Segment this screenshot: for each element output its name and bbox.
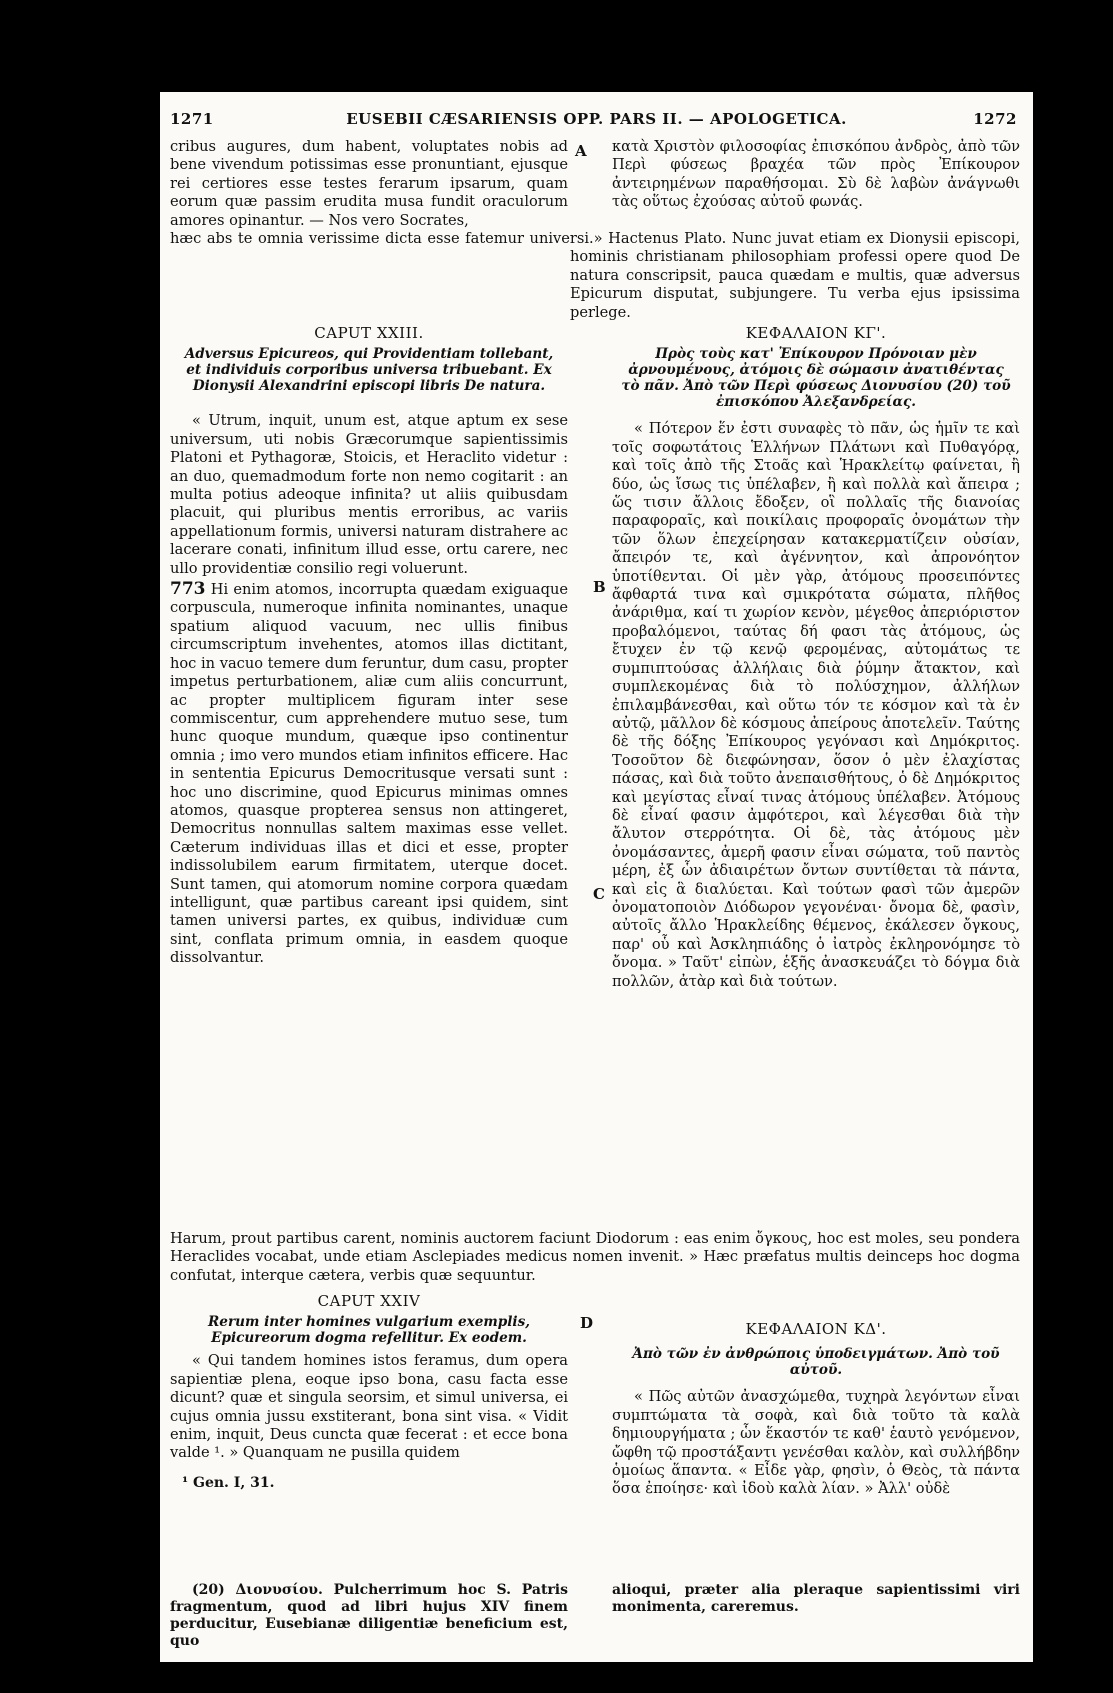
greek-column-kephalaion-23 (612, 324, 1020, 991)
chapter-title-latin-24: CAPUT XXIV (317, 1292, 421, 1310)
running-header (160, 110, 1033, 132)
greek-paragraph-24: « Πῶς αὐτῶν ἀνασχώμεθα, τυχηρὰ λεγόντων εἶναι συμπτώματα τὰ σοφὰ, καὶ διὰ τοῦτο τὰ καλὰ δημιουργήματα ; ὧν ἕκαστόν τε καθ' ἑαυτὸ γενόμενον, ὤφθη τῷ προστάξαντι γενέσθαι καλὸν, καὶ συλλήβδην ὁμοίως ἅπαντα. « Εἶδε γὰρ, φησὶν, ὁ Θεὸς, τὰ πάντα ὅσα ἐποίησε· καὶ ἰδοὺ καλὰ λίαν. » Ἀλλ' οὐδὲ (612, 1388, 1020, 1498)
endnote-left-text: (20) Διονυσίου. Pulcherrimum hoc S. Patris fragmentum, quod ad libri hujus XIV finem perducitur, Eusebianæ diligentiæ beneficium est, quo (170, 1582, 568, 1649)
full-width-paragraph: hæc abs te omnia verissime dicta esse fatemur universi.» Hactenus Plato. Nunc juvat etiam ex Dionysii episcopi, hominis christianam philosophiam professi opere quod De natura conscripsit, pauca quædam e multis, quæ adversus Epicurum disputat, subjungere. Tu verba ejus ipsissima perlege. (170, 230, 1020, 321)
page-number-left: 1271 (170, 110, 214, 128)
full-width-passage (170, 230, 1020, 322)
greek-paragraph-23: « Πότερον ἕν ἐστι συναφὲς τὸ πᾶν, ὡς ἡμῖν τε καὶ τοῖς σοφωτάτοις Ἑλλήνων Πλάτωνι καὶ Πυθαγόρᾳ, καὶ τοῖς ἀπὸ τῆς Στοᾶς καὶ Ἡρακλείτῳ φαίνεται, ἢ δύο, ὡς ἴσως τις ὑπέλαβεν, ἢ καὶ πολλὰ καὶ ἄπειρα ; ὥς τισιν ἄλλοις ἔδοξεν, οἳ πολλαῖς τῆς διανοίας παραφοραῖς, καὶ ποικίλαις προφοραῖς ὀνομάτων τὴν τῶν ὅλων ἐπεχείρησαν κατακερματίζειν οὐσίαν, ἄπειρόν τε, καὶ ἀγέννητον, καὶ ἀπρονόητον ὑποτίθενται. Οἱ μὲν γὰρ, ἀτόμους προσειπόντες ἄφθαρτά τινα καὶ σμικρότατα σώματα, πλῆθος ἀνάριθμα, καί τι χωρίον κενὸν, μέγεθος ἀπεριόριστον προβαλόμενοι, ταύτας δή φασι τὰς ἀτόμους, ὡς ἔτυχεν ἐν τῷ κενῷ φερομένας, αὐτομάτως τε συμπιπτούσας ἀλλήλαις διὰ ῥύμην ἄτακτον, καὶ συμπλεκομένας διὰ τὸ πολύσχημον, ἀλλήλων ἐπιλαμβάνεσθαι, καὶ οὕτω τόν τε κόσμον καὶ τὰ ἐν αὐτῷ, μᾶλλον δὲ κόσμους ἀπείρους ἀποτελεῖν. Ταύτης δὲ τῆς δόξης Ἐπίκουρος γεγόνασι καὶ Δημόκριτος. Τοσοῦτον δὲ διεφώνησαν, ὅσον ὁ μὲν ἐλαχίστας πάσας, καὶ διὰ τοῦτο ἀνεπαισθήτους, ὁ δὲ Δημόκριτος καὶ μεγίστας εἶναί τινας ἀτόμους ὑπέλαβεν. Ἀτόμους δὲ εἶναί φασιν ἀμφότεροι, καὶ λέγεσθαι διὰ τὴν ἄλυτον στερρότητα. Οἱ δὲ, τὰς ἀτόμους μὲν ὀνομάσαντες, ἀμερῆ φασιν εἶναι σώματα, τοῦ παντὸς μέρη, ἐξ ὧν ἀδιαιρέτων ὄντων συντίθεται τὰ πάντα, καὶ εἰς ἃ διαλύεται. Καὶ τούτων φασὶ τῶν ἀμερῶν ὀνοματοποιὸν Διόδωρον γεγονέναι· ὄνομα δὲ, φασὶν, αὐτοῖς ἄλλο Ἡρακλείδης θέμενος, ἐκάλεσεν ὄγκους, παρ' οὗ καὶ Ἀσκληπιάδης ὁ ἰατρὸς ἐκληρονόμησε τὸ ὄνομα. » Ταῦτ' εἰπὼν, ἑξῆς ἀνασκευάζει τὸ δόγμα διὰ πολλῶν, ἀτὰρ καὶ διὰ τούτων. (612, 420, 1020, 990)
chapter-subtitle-greek-24: Ἀπὸ τῶν ἐν ἀνθρώποις ὑποδειγμάτων. Ἀπὸ τοῦ αὐτοῦ. (632, 1346, 1000, 1379)
margin-letter-a: A (575, 142, 587, 160)
full-width-passage-middle (170, 1230, 1020, 1285)
chapter-subtitle-latin-24: Rerum inter homines vulgarium exemplis, Epicureorum dogma refellitur. Ex eodem. (208, 1314, 530, 1347)
endnote-right (612, 1582, 1020, 1616)
greek-column-top (612, 138, 1020, 212)
full-width-paragraph-middle: Harum, prout partibus carent, nominis auctorem faciunt Diodorum : eas enim ὄγκους, hoc est moles, seu pondera Heraclides vocabat, unde etiam Asclepiades medicus nomen invenit. » Hæc præfatus multis deinceps hoc dogma confutat, interque cætera, verbis quæ sequuntur. (170, 1230, 1020, 1284)
chapter-title-greek-23: ΚΕΦΑΛΑΙΟΝ ΚΓ'. (745, 324, 887, 342)
latin-column-caput-23 (170, 324, 568, 968)
margin-letter-c: C (593, 885, 605, 903)
page (160, 92, 1033, 1662)
margin-letter-d: D (580, 1314, 594, 1332)
greek-paragraph: κατὰ Χριστὸν φιλοσοφίας ἐπισκόπου ἀνδρὸς, ἀπὸ τῶν Περὶ φύσεως βραχέα τῶν πρὸς Ἐπίκουρον ἀντειρημένων παραθήσομαι. Σὺ δὲ λαβὼν ἀνάγνωθι τὰς οὕτως ἐχούσας αὐτοῦ φωνάς. (612, 138, 1020, 211)
chapter-subtitle-greek-23: Πρὸς τοὺς κατ' Ἐπίκουρον Πρόνοιαν μὲν ἀρνουμένους, ἀτόμοις δὲ σώμασιν ἀνατιθέντας τὸ πᾶν. Ἀπὸ τῶν Περὶ φύσεως Διονυσίου (20) τοῦ ἐπισκόπου Ἀλεξανδρείας. (621, 346, 1011, 411)
page-number-right: 1272 (973, 110, 1017, 128)
latin-column-top (170, 138, 568, 230)
latin-paragraph-23b (170, 580, 568, 968)
margin-letter-b: B (593, 578, 606, 596)
section-marker: 773 (170, 579, 206, 600)
latin-paragraph: cribus augures, dum habent, voluptates nobis ad bene vivendum potissimas esse pronuntiant, ejusque rei certiores esse testes ferarum ipsarum, quam eorum quæ passim erudita musa fundit oraculorum amores opinantur. — Nos vero Socrates, (170, 138, 568, 229)
chapter-subtitle-latin-23: Adversus Epicureos, qui Providentiam tollebant, et individuis corporibus universa tribuebant. Ex Dionysii Alexandrini episcopi libris De natura. (184, 346, 554, 395)
latin-column-caput-24 (170, 1292, 568, 1492)
latin-text-23b: Hi enim atomos, incorrupta quædam exiguaque corpuscula, numeroque infinita nominantes, unaque spatium aliquod vacuum, nec ullis finibus circumscriptum invehentes, atomos illas dictitant, hoc in vacuo temere dum feruntur, dum casu, propter impetus perturbationem, aliæ cum aliis concurrunt, ac propter multiplicem figuram inter sese commiscentur, cum apprehendere mutuo sese, tum hunc quoque mundum, quæque ipso continentur omnia ; imo vero mundos etiam infinitos efficere. Hac in sententia Epicurus Democritusque versati sunt : hoc uno discrimine, quod Epicurus minimas omnes atomos, quasque propterea sensus non attingeret, Democritus nonnullas saltem maximas esse vellet. Cæterum individuas illas et dici et esse, propter indissolubilem earum firmitatem, uterque docet. Sunt tamen, qui atomorum nomine corpora quædam intelligunt, quæ partibus careant ipsi quidem, sint tamen universi partes, ex quibus, individuæ cum sint, conflata primum omnia, in easdem quoque dissolvantur. (170, 581, 568, 967)
running-title: EUSEBII CÆSARIENSIS OPP. PARS II. — APOLOGETICA. (346, 110, 847, 128)
endnote-right-text: alioqui, præter alia pleraque sapientissimi viri monimenta, careremus. (612, 1582, 1020, 1615)
latin-paragraph-23a: « Utrum, inquit, unum est, atque aptum ex sese universum, uti nobis Græcorumque sapientissimis Platoni et Pythagoræ, Stoicis, et Heraclito videtur : an duo, quemadmodum forte non nemo cogitarit : an multa potius adeoque infinita? ut aliis quibusdam placuit, qui pluribus mentis erroribus, ac variis appellationum formis, universi naturam distrahere ac lacerare conati, infinitum illud esse, ortu carere, nec ullo providentiæ consilio regi voluerunt. (170, 412, 568, 577)
chapter-title-greek-24: ΚΕΦΑΛΑΙΟΝ ΚΔ'. (745, 1320, 887, 1338)
greek-column-kephalaion-24 (612, 1320, 1020, 1499)
endnote-left (170, 1582, 568, 1650)
latin-paragraph-24: « Qui tandem homines istos feramus, dum opera sapientiæ plena, eoque ipso bona, casu facta esse dicunt? quæ et singula seorsim, et simul universa, ei cujus omnia jussu exstiterant, bona sint visa. « Vidit enim, inquit, Deus cuncta quæ fecerat : et ecce bona valde ¹. » Quanquam ne pusilla quidem (170, 1352, 568, 1462)
chapter-title-latin-23: CAPUT XXIII. (314, 324, 424, 342)
footnote: ¹ Gen. I, 31. (182, 1474, 275, 1491)
